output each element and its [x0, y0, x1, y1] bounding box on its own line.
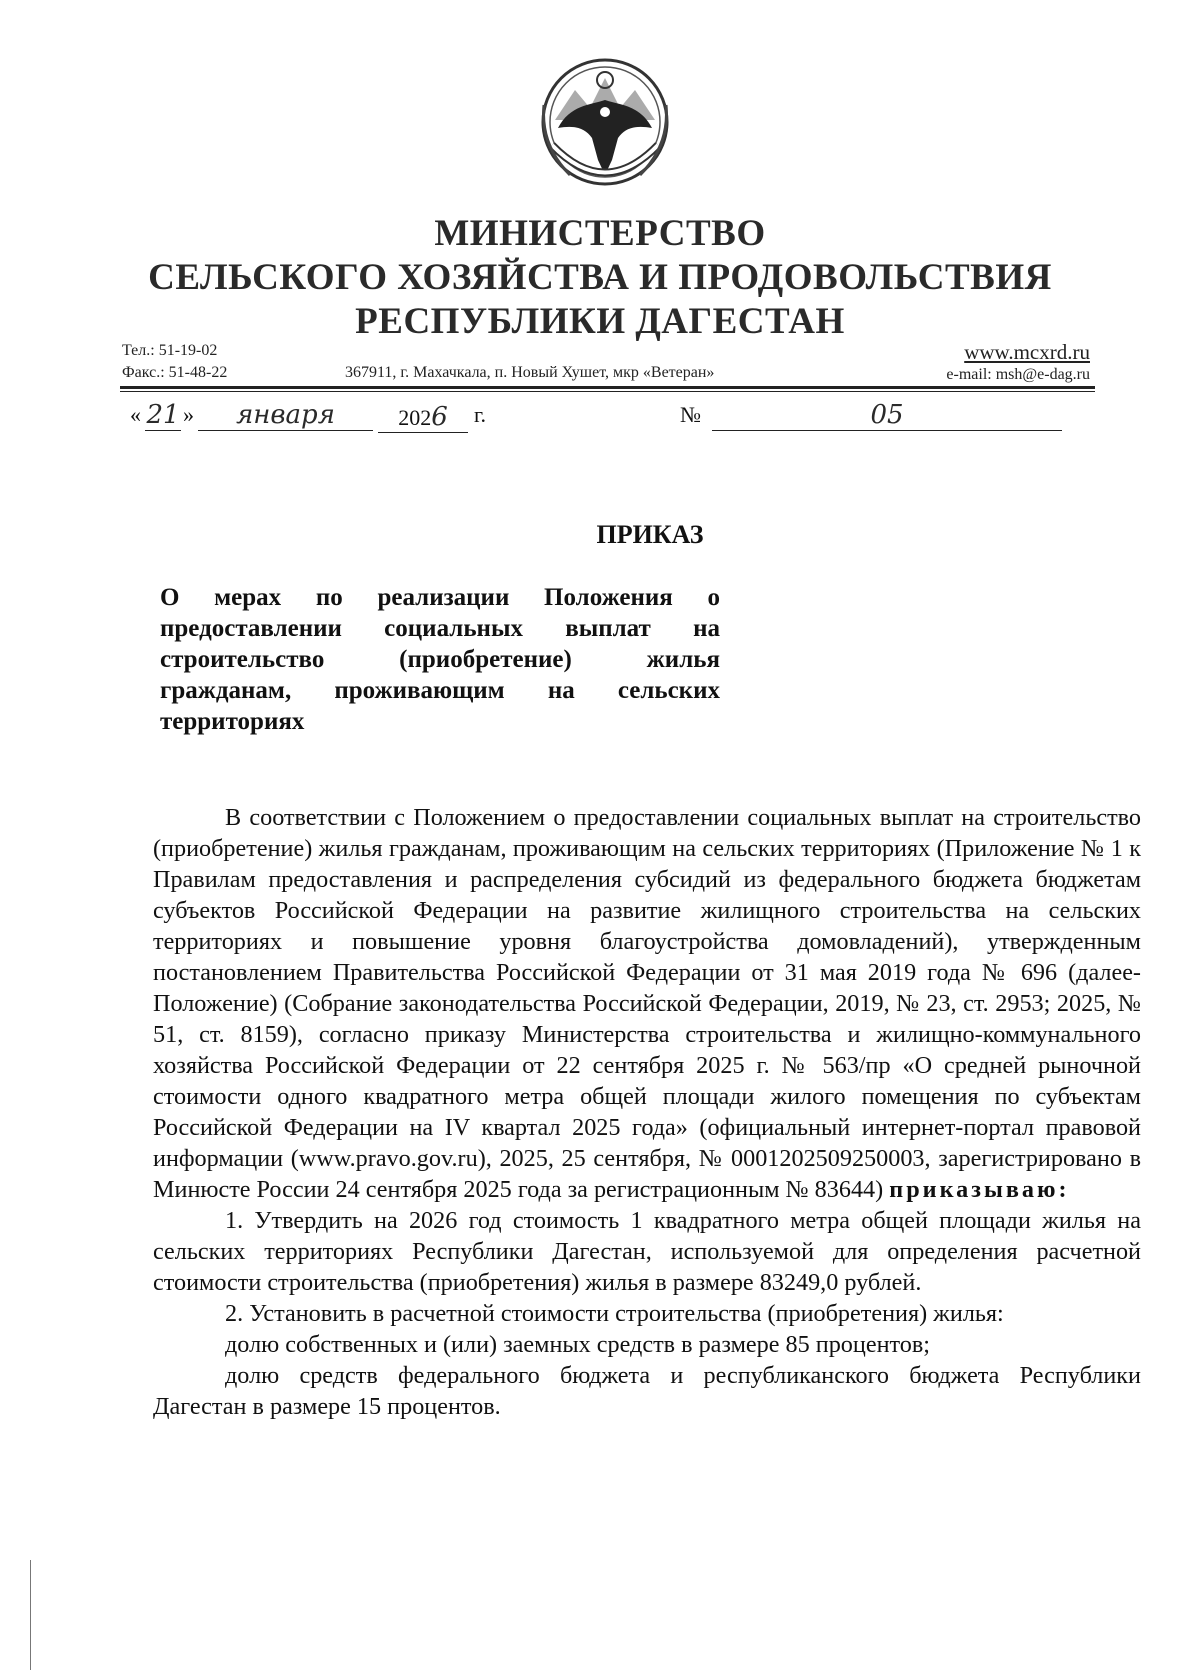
item-2b: долю средств федерального бюджета и республиканского бюджета Республики Дагестан в размере 15 процентов. [153, 1362, 1141, 1420]
postal-address: 367911, г. Махачкала, п. Новый Хушет, мкр «Ветеран» [345, 364, 715, 381]
email-address: e-mail: msh@e-dag.ru [946, 366, 1090, 383]
date-day: 21 [146, 400, 180, 430]
order-subject: О мерах по реализации Положения о предоставлении социальных выплат на строительство (приобретение) жилья гражданам, проживающим на сельских территориях [160, 584, 720, 735]
ministry-title-line1: МИНИСТЕРСТВО [434, 213, 766, 254]
date-year-prefix: 202 [398, 405, 432, 430]
scan-artifact-line [30, 1560, 31, 1670]
order-number: 05 [712, 400, 1062, 431]
fax-number: Факс.: 51-48-22 [122, 364, 228, 381]
date-close-quote: » [183, 402, 194, 427]
date-year-digit: 6 [431, 402, 448, 432]
preamble-text: В соответствии с Положением о предоставлении социальных выплат на строительство (приобретение) жилья гражданам, проживающим на сельских территориях (Приложение № 1 к Правилам предоставления и распределения субсидий из федерального бюджета бюджетам субъектов Российской Федерации на развитие жилищного строительства на сельских территориях и повышение уровня благоустройства домовладений), утвержденным постановлением Правительства Российской Федерации от 31 мая 2019 года № 696 (далее-Положение) (Собрание законодательства Российской Федерации, 2019, № 23, ст. 2953; 2025, № 51, ст. 8159), согласно приказу Министерства строительства и жилищно-коммунального хозяйства Российской Федерации от 22 сентября 2025 г. № 563/пр «О средней рыночной стоимости одного квадратного метра общей площади жилого помещения по субъектам Российской Федерации на IV квартал 2025 года» (официальный интернет-портал правовой информации (www.pravo.gov.ru), 2025, 25 сентября, № 0001202509250003, зарегистрировано в Минюсте России 24 сентября 2025 года за регистрационным № 83644) [153, 804, 1141, 1203]
item-1: 1. Утвердить на 2026 год стоимость 1 квадратного метра общей площади жилья на сельских территориях Республики Дагестан, используемой для определения расчетной стоимости строительства (приобретения) жилья в размере 83249,0 рублей. [153, 1207, 1141, 1296]
phone-number: Тел.: 51-19-02 [122, 342, 218, 359]
dagestan-emblem-icon [530, 50, 680, 200]
header-rule-thick [120, 386, 1095, 389]
number-label: № [680, 402, 701, 427]
command-word: приказываю: [889, 1176, 1070, 1203]
order-body [153, 802, 1141, 1422]
date-year-suffix: г. [474, 402, 487, 427]
website-link[interactable]: www.mcxrd.ru [964, 340, 1090, 364]
ministry-title-line2: СЕЛЬСКОГО ХОЗЯЙСТВА И ПРОДОВОЛЬСТВИЯ [148, 257, 1052, 298]
item-2a: долю собственных и (или) заемных средств в размере 85 процентов; [225, 1331, 931, 1358]
header-rule-thin [120, 391, 1095, 392]
ministry-title-line3: РЕСПУБЛИКИ ДАГЕСТАН [355, 301, 845, 342]
date-year [378, 402, 468, 433]
date-open-quote: « [130, 402, 141, 427]
date-month: января [198, 400, 373, 431]
item-2: 2. Установить в расчетной стоимости строительства (приобретения) жилья: [225, 1300, 1004, 1327]
preamble-paragraph [153, 802, 1141, 1205]
order-title: ПРИКАЗ [596, 520, 704, 549]
